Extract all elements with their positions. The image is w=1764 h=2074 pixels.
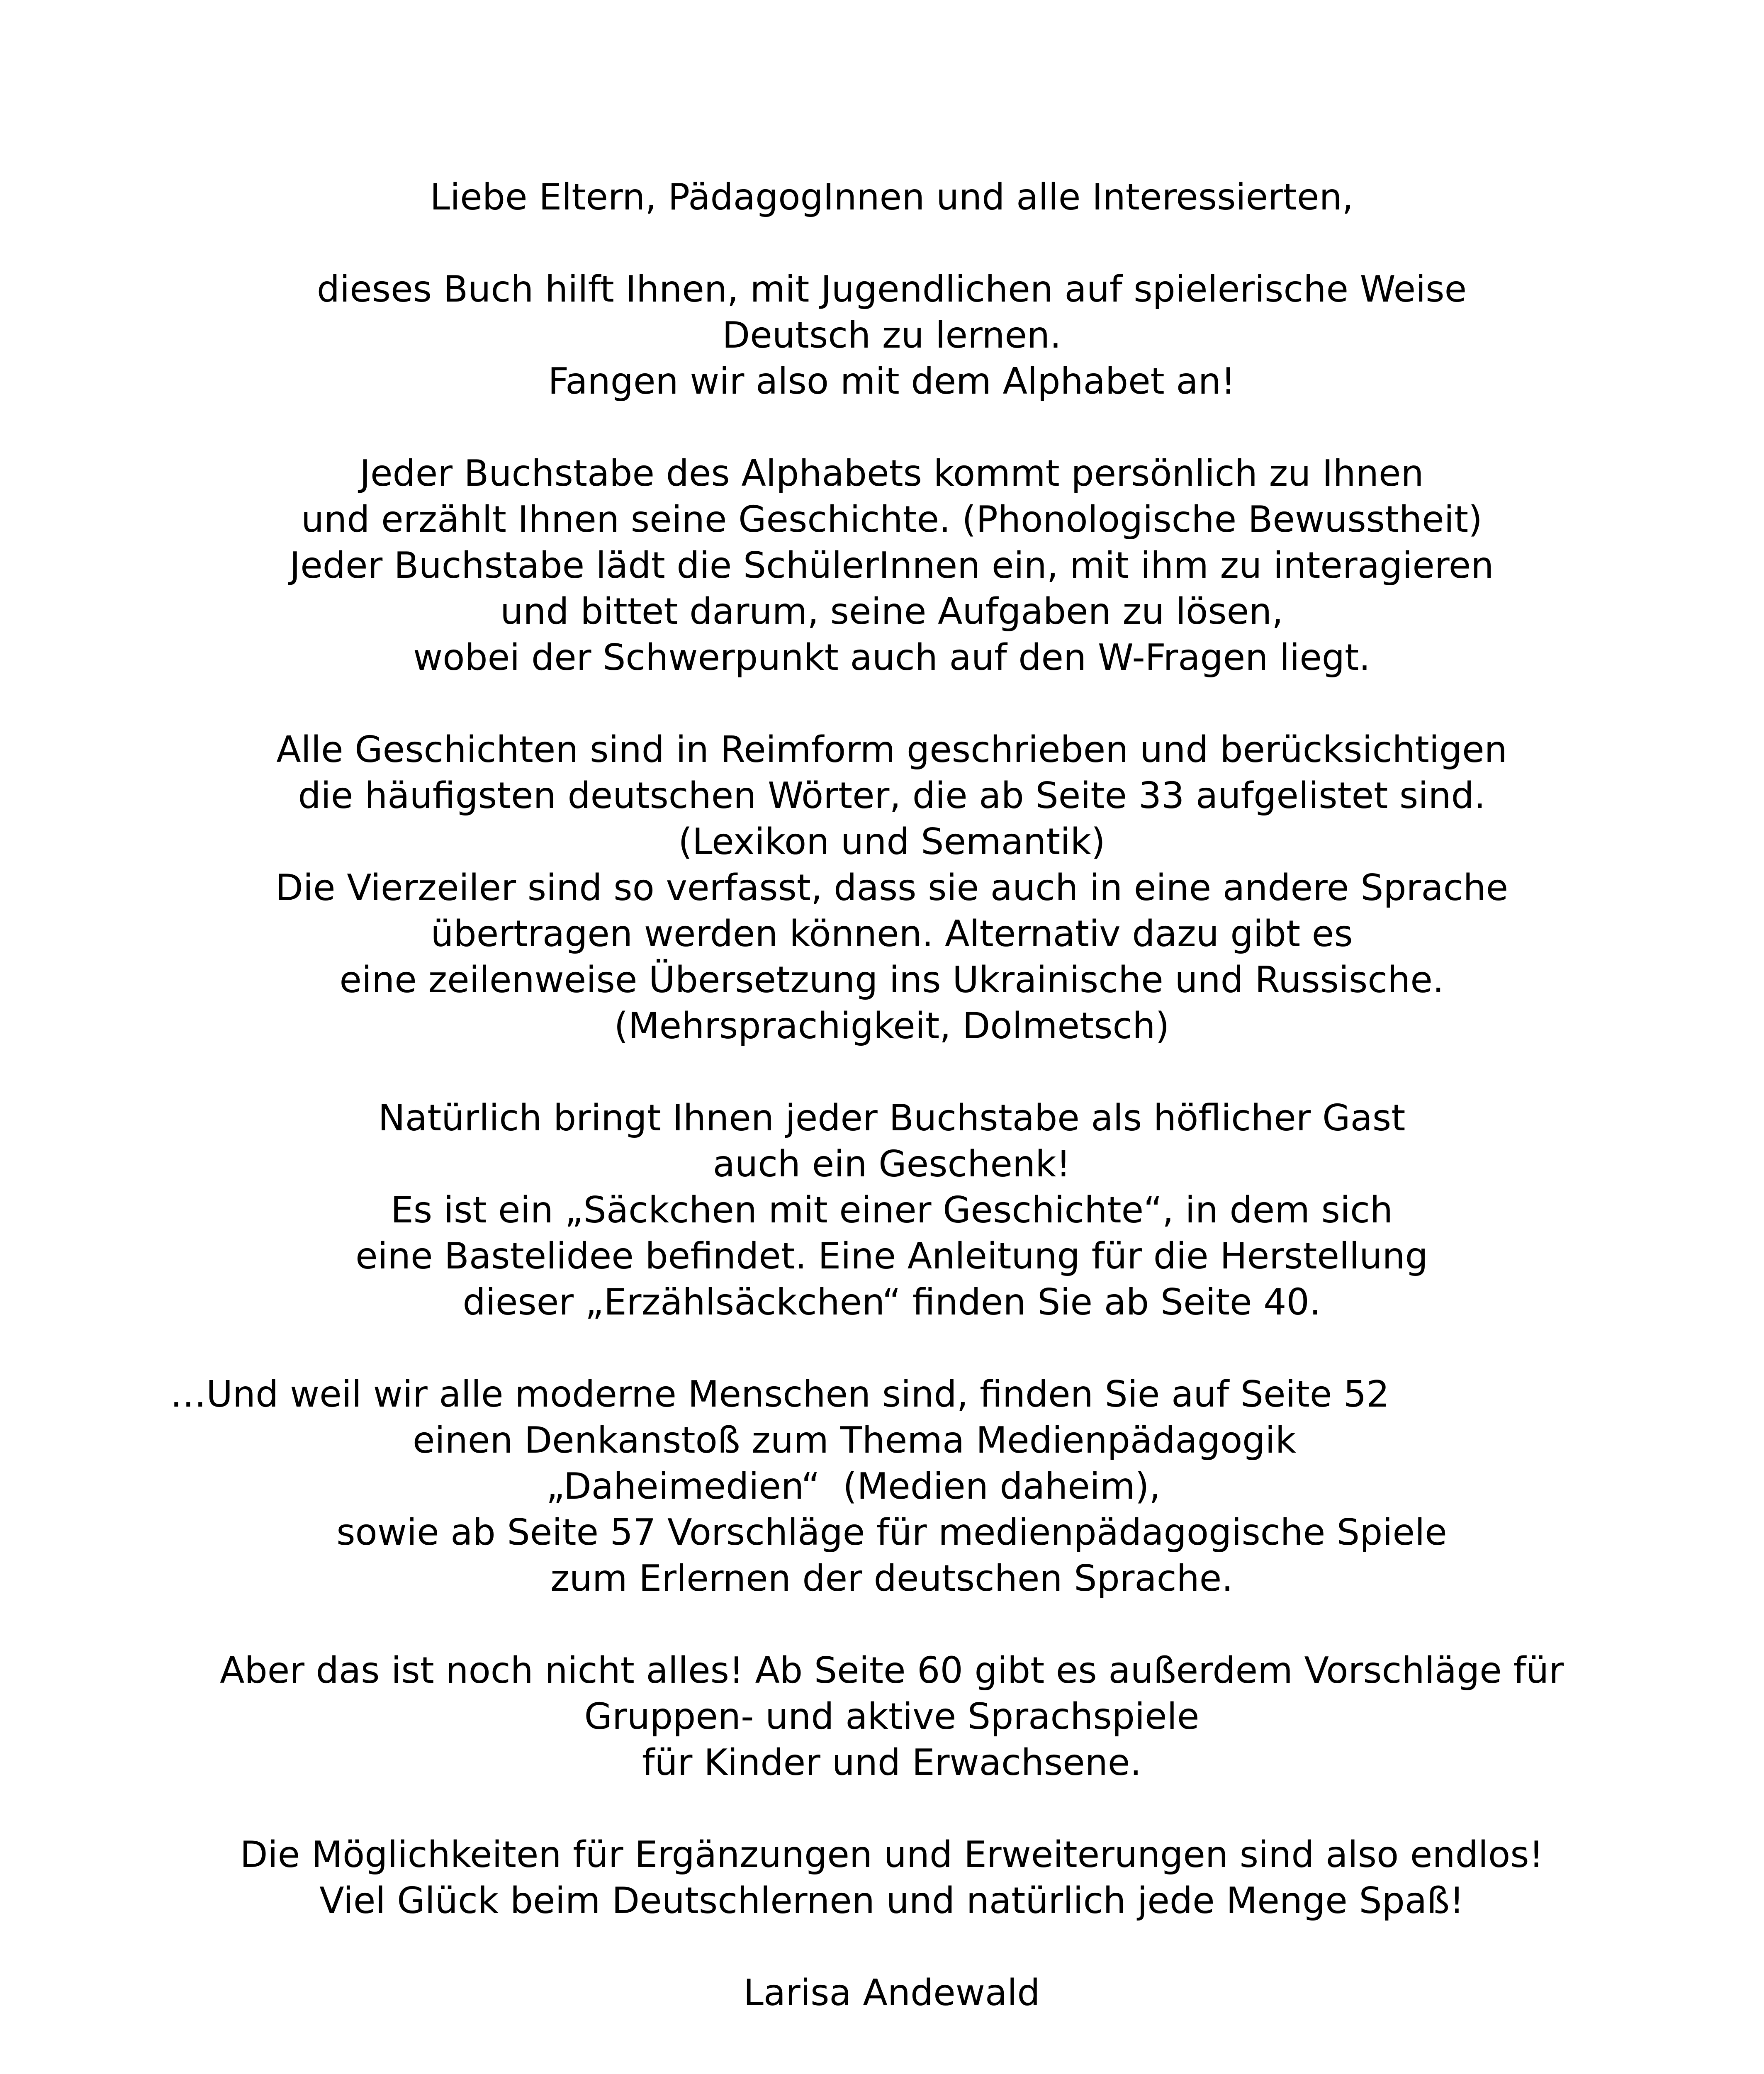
paragraph-closing [137, 1832, 1647, 1924]
paragraph-introduction [137, 266, 1647, 404]
foreword-letter [137, 174, 1647, 2016]
text-line: dieses Buch hilft Ihnen, mit Jugendlichen auf spielerische Weise [316, 268, 1467, 310]
signature [137, 1970, 1647, 2016]
text-line: Aber das ist noch nicht alles! Ab Seite 60 gibt es außerdem Vorschläge für [219, 1649, 1564, 1692]
text-line: zum Erlernen der deutschen Sprache. [550, 1557, 1233, 1599]
paragraph-letters [137, 450, 1647, 681]
text-line: sowie ab Seite 57 Vorschläge für medienpädagogische Spiele [336, 1511, 1447, 1553]
text-line: die häufigsten deutschen Wörter, die ab Seite 33 aufgelistet sind. [298, 774, 1486, 817]
text-line: Die Vierzeiler sind so verfasst, dass sie auch in eine andere Sprache [275, 867, 1509, 909]
text-line: Deutsch zu lernen. [722, 314, 1061, 356]
text-line: „Daheimedien“ (Medien daheim), [546, 1465, 1161, 1507]
text-line: …Und weil wir alle moderne Menschen sind, finden Sie auf Seite 52 [170, 1373, 1389, 1415]
text-line: Alle Geschichten sind in Reimform geschrieben und berücksichtigen [276, 728, 1507, 771]
text-line: Viel Glück beim Deutschlernen und natürlich jede Menge Spaß! [319, 1879, 1464, 1922]
text-line: eine zeilenweise Übersetzung ins Ukrainische und Russische. [339, 959, 1444, 1001]
paragraph-games [137, 1648, 1647, 1786]
author-name: Larisa Andewald [743, 1972, 1040, 2014]
text-line: Jeder Buchstabe lädt die SchülerInnen ein, mit ihm zu interagieren [290, 544, 1494, 587]
text-line: für Kinder und Erwachsene. [642, 1741, 1142, 1784]
text-line: Gruppen- und aktive Sprachspiele [584, 1695, 1200, 1738]
text-line: (Mehrsprachigkeit, Dolmetsch) [614, 1005, 1170, 1047]
text-line: Es ist ein „Säckchen mit einer Geschichte“, in dem sich [390, 1189, 1393, 1231]
text-line: einen Denkanstoß zum Thema Medienpädagogik [413, 1419, 1296, 1461]
text-line: und bittet darum, seine Aufgaben zu lösen, [500, 590, 1283, 633]
text-line: eine Bastelidee befindet. Eine Anleitung für die Herstellung [355, 1235, 1428, 1277]
text-line: und erzählt Ihnen seine Geschichte. (Phonologische Bewusstheit) [301, 498, 1483, 540]
text-line: übertragen werden können. Alternativ dazu gibt es [431, 913, 1353, 955]
paragraph-gift [137, 1095, 1647, 1325]
text-line: (Lexikon und Semantik) [678, 820, 1105, 863]
text-line: Fangen wir also mit dem Alphabet an! [548, 360, 1236, 402]
text-line: Jeder Buchstabe des Alphabets kommt persönlich zu Ihnen [360, 452, 1424, 494]
paragraph-stories [137, 727, 1647, 1049]
paragraph-media [137, 1371, 1647, 1602]
greeting-paragraph [137, 174, 1647, 220]
text-line: Natürlich bringt Ihnen jeder Buchstabe als höflicher Gast [378, 1097, 1406, 1139]
text-line: wobei der Schwerpunkt auch auf den W-Fragen liegt. [413, 636, 1370, 679]
text-line: dieser „Erzählsäckchen“ finden Sie ab Seite 40. [462, 1281, 1321, 1323]
greeting-line: Liebe Eltern, PädagogInnen und alle Interessierten, [430, 176, 1354, 218]
text-line: auch ein Geschenk! [713, 1143, 1071, 1185]
text-line: Die Möglichkeiten für Ergänzungen und Erweiterungen sind also endlos! [240, 1833, 1544, 1876]
